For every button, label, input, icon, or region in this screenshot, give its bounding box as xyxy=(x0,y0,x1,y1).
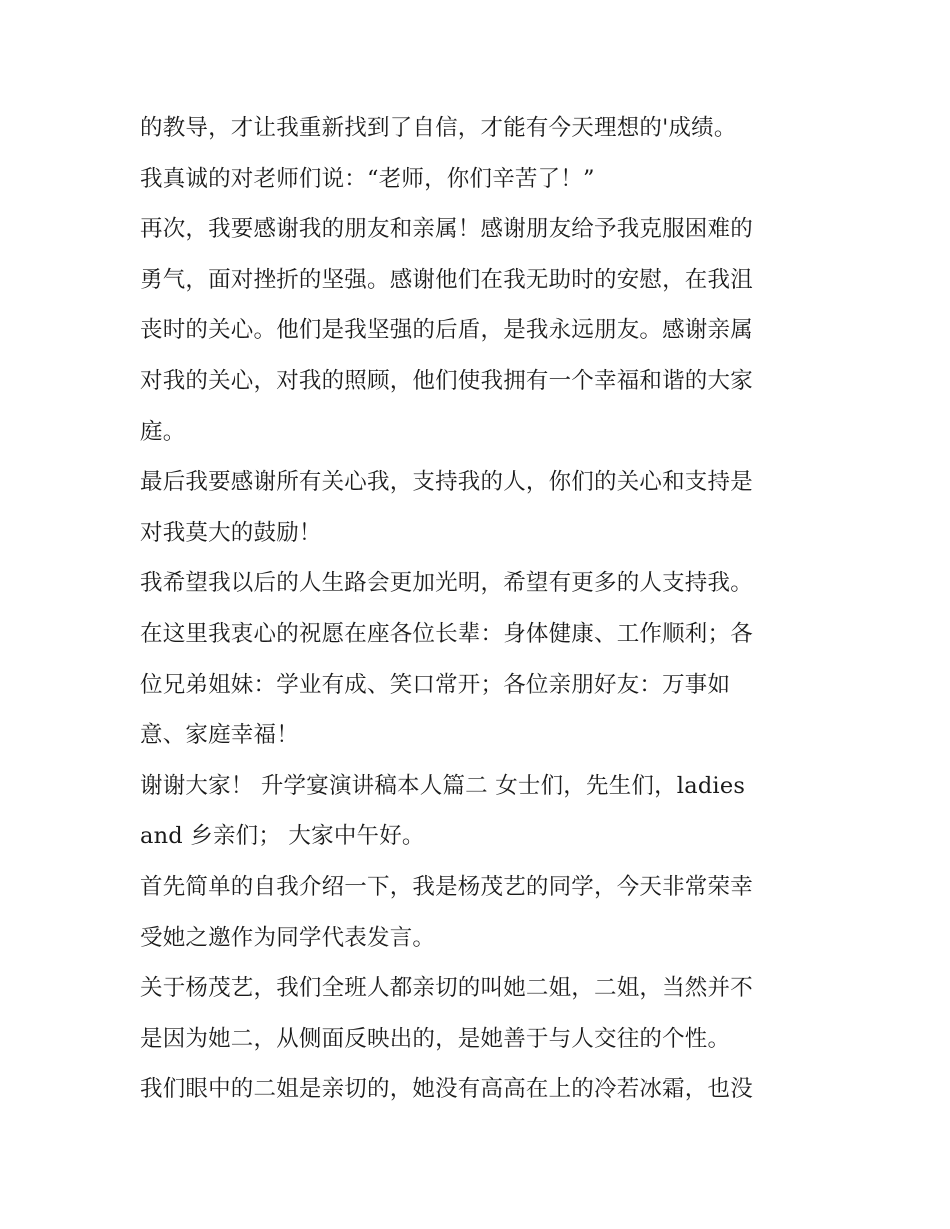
text-line: 最后我要感谢所有关心我，支持我的人，你们的关心和支持是 xyxy=(140,469,753,496)
document-body xyxy=(140,103,820,1115)
text-line: 位兄弟姐妹：学业有成、笑口常开；各位亲朋好友：万事如 xyxy=(140,671,731,698)
text-line: 是因为她二，从侧面反映出的，是她善于与人交往的个性。 xyxy=(140,1025,731,1052)
text-line: and 乡亲们； 大家中午好。 xyxy=(140,823,425,850)
text-line: 的教导，才让我重新找到了自信，才能有今天理想的'成绩。 xyxy=(140,115,737,141)
text-line: 意、家庭幸福！ xyxy=(140,722,299,749)
text-line: 我们眼中的二姐是亲切的，她没有高高在上的冷若冰霜，也没 xyxy=(140,1076,753,1103)
text-line: 对我莫大的鼓励！ xyxy=(140,519,322,546)
text-line: 再次，我要感谢我的朋友和亲属！感谢朋友给予我克服困难的 xyxy=(140,216,753,243)
text-line: 我希望我以后的人生路会更加光明，希望有更多的人支持我。 xyxy=(140,570,753,597)
text-line: 庭。 xyxy=(140,418,186,445)
text-line: 关于杨茂艺，我们全班人都亲切的叫她二姐，二姐，当然并不 xyxy=(140,975,753,1002)
text-line: 受她之邀作为同学代表发言。 xyxy=(140,924,436,951)
text-line: 丧时的关心。他们是我坚强的后盾，是我永远朋友。感谢亲属 xyxy=(140,317,753,344)
text-line: 对我的关心，对我的照顾，他们使我拥有一个幸福和谐的大家 xyxy=(140,367,753,394)
text-line: 首先简单的自我介绍一下，我是杨茂艺的同学，今天非常荣幸 xyxy=(140,873,753,900)
text-line: 我真诚的对老师们说：“老师，你们辛苦了！” xyxy=(140,165,595,192)
text-line: 在这里我衷心的祝愿在座各位长辈：身体健康、工作顺利；各 xyxy=(140,620,753,647)
text-line: 谢谢大家！ 升学宴演讲稿本人篇二 女士们，先生们，ladies xyxy=(140,772,746,799)
text-line: 勇气，面对挫折的坚强。感谢他们在我无助时的安慰，在我沮 xyxy=(140,266,753,293)
